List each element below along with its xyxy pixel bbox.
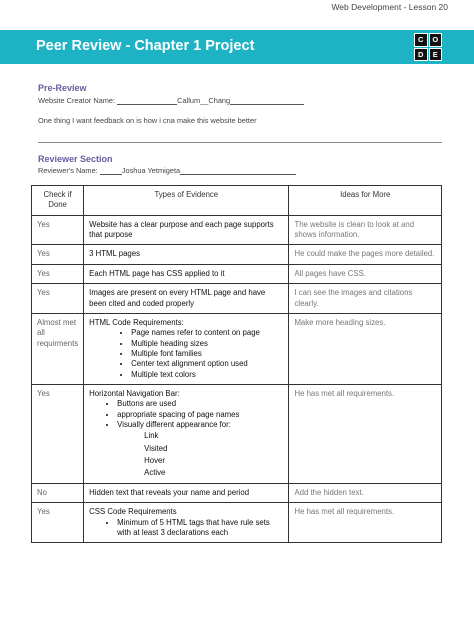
evidence-cell [84, 503, 289, 543]
list-item: • Visually different appearance for: [117, 420, 283, 430]
check-cell: Yes [32, 245, 84, 264]
table-row [32, 245, 442, 264]
feedback-request: One thing I want feedback on is how i cna make this website better [38, 116, 257, 125]
ideas-cell: Add the hidden text. [289, 483, 442, 502]
table-row [32, 503, 442, 543]
ideas-cell: All pages have CSS. [289, 264, 442, 283]
list-item: • appropriate spacing of page names [117, 410, 283, 420]
list-item: Hover [144, 455, 165, 465]
ideas-cell: He has met all requirements. [289, 385, 442, 484]
evidence-cell: Hidden text that reveals your name and period [84, 483, 289, 502]
title-banner [0, 30, 474, 64]
check-cell: Yes [32, 284, 84, 314]
list-item: • Page names refer to content on page [131, 328, 283, 338]
appearance-states-list [89, 430, 283, 478]
website-creator-name: Callum__Chang [177, 96, 231, 105]
evidence-cell [84, 385, 289, 484]
peer-review-table [31, 185, 442, 543]
ideas-cell: The website is clean to look at and shows information. [289, 215, 442, 245]
evidence-cell: 3 HTML pages [84, 245, 289, 264]
list-item: • Center text alignment option used [131, 359, 283, 369]
reviewer-blank-left [100, 166, 122, 175]
list-item: • Buttons are used [117, 399, 283, 409]
reviewer-name: Joshua Yetmigeta [121, 166, 181, 175]
list-item: • Multiple heading sizes [131, 339, 283, 349]
pre-review-heading: Pre-Review [38, 83, 87, 93]
check-cell: Yes [32, 503, 84, 543]
column-header-evidence: Types of Evidence [84, 186, 289, 216]
ideas-cell: I can see the images and citations clearly. [289, 284, 442, 314]
website-creator-line [38, 96, 304, 105]
evidence-cell: Images are present on every HTML page and have been cited and coded properly [84, 284, 289, 314]
logo-letter-d: D [414, 48, 428, 62]
evidence-title: Horizontal Navigation Bar: [89, 389, 180, 399]
table-header-row [32, 186, 442, 216]
reviewer-blank-right [180, 166, 296, 175]
table-row [32, 483, 442, 502]
check-cell: Yes [32, 385, 84, 484]
ideas-cell: He could make the pages more detailed. [289, 245, 442, 264]
evidence-cell: Website has a clear purpose and each page supports that purpose [84, 215, 289, 245]
divider [38, 142, 442, 143]
check-cell: Yes [32, 215, 84, 245]
list-item: Visited [144, 443, 168, 453]
list-item: Active [144, 467, 166, 477]
evidence-list [89, 328, 283, 380]
table-row [32, 313, 442, 384]
course-lesson-label: Web Development - Lesson 20 [331, 2, 448, 12]
evidence-list [89, 399, 283, 430]
column-header-ideas: Ideas for More [289, 186, 442, 216]
check-cell: No [32, 483, 84, 502]
table-row [32, 385, 442, 484]
creator-blank-right [230, 96, 304, 105]
logo-letter-e: E [429, 48, 443, 62]
table-row [32, 284, 442, 314]
website-creator-label: Website Creator Name: [38, 96, 116, 105]
ideas-cell: Make more heading sizes. [289, 313, 442, 384]
evidence-title: HTML Code Requirements: [89, 317, 184, 327]
table-row [32, 215, 442, 245]
reviewer-name-label: Reviewer's Name: [38, 166, 98, 175]
evidence-cell: Each HTML page has CSS applied to it [84, 264, 289, 283]
logo-letter-c: C [414, 33, 428, 47]
list-item: • Multiple font families [131, 349, 283, 359]
page-title: Peer Review - Chapter 1 Project [36, 38, 255, 54]
logo-letter-o: O [429, 33, 443, 47]
check-cell: Yes [32, 264, 84, 283]
evidence-list [89, 518, 283, 539]
code-logo [414, 33, 442, 61]
evidence-title: CSS Code Requirements [89, 507, 177, 517]
creator-blank-left [117, 96, 177, 105]
reviewer-name-line [38, 166, 296, 175]
reviewer-section-heading: Reviewer Section [38, 154, 113, 164]
list-item: Link [144, 431, 159, 441]
ideas-cell: He has met all requirements. [289, 503, 442, 543]
evidence-cell [84, 313, 289, 384]
list-item: • Minimum of 5 HTML tags that have rule sets with at least 3 declarations each [117, 518, 283, 539]
list-item: • Multiple text colors [131, 370, 283, 380]
check-cell: Almost met all requirments [32, 313, 84, 384]
table-row [32, 264, 442, 283]
column-header-check: Check if Done [32, 186, 84, 216]
